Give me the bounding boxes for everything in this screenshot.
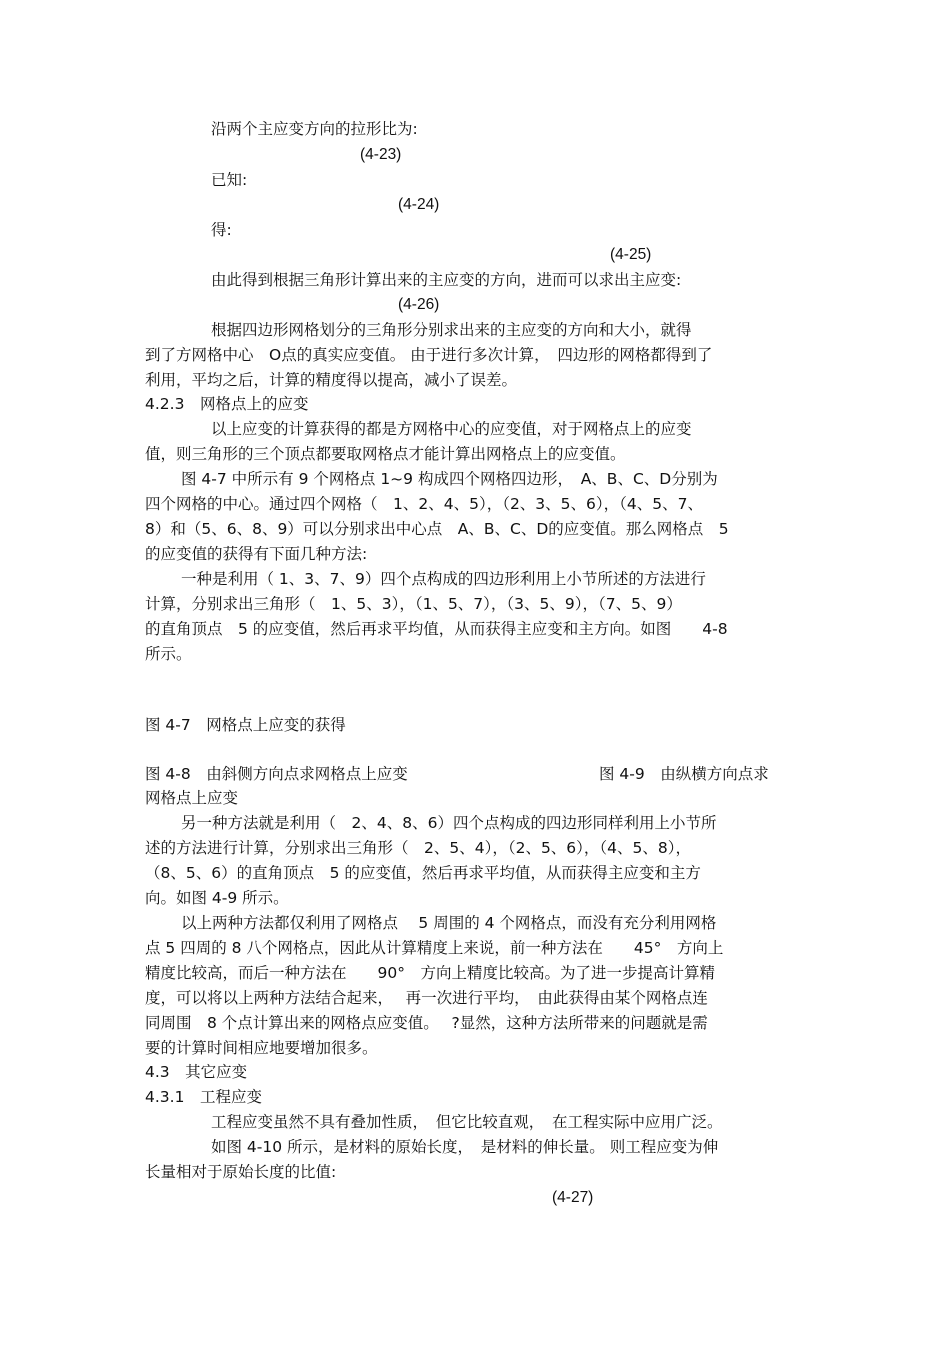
text-line: 计算，分别求出三角形（ 1、5、3），（1、5、7），（3、5、9），（7、5、9） [145, 595, 682, 613]
figure-caption: 网格点上应变 [145, 789, 239, 807]
figure-caption: 图 4-7 网格点上应变的获得 [145, 716, 346, 734]
text-line: 要的计算时间相应地要增加很多。 [145, 1039, 378, 1057]
text-line: 向。如图 4-9 所示。 [145, 889, 289, 907]
section-heading: 4.3 其它应变 [145, 1063, 248, 1081]
text-line: 由此得到根据三角形计算出来的主应变的方向，进而可以求出主应变: [211, 271, 682, 289]
equation-number: (4-23) [360, 146, 402, 163]
text-line: 根据四边形网格划分的三角形分别求出来的主应变的方向和大小，就得 [211, 321, 692, 339]
text-line: （8、5、6）的直角顶点 5 的应变值，然后再求平均值，从而获得主应变和主方 [145, 864, 701, 882]
text-line: 得: [211, 221, 232, 239]
figure-caption: 图 4-8 由斜侧方向点求网格点上应变 [145, 765, 408, 783]
equation-number: (4-27) [552, 1189, 594, 1206]
text-line: 四个网格的中心。通过四个网格（ 1、2、4、5），（2、3、5、6），（4、5、7、 [145, 495, 703, 513]
text-line: 8）和（5、6、8、9）可以分别求出中心点 A、B、C、D的应变值。那么网格点 5 [145, 520, 729, 538]
text-line: 以上两种方法都仅利用了网格点 5 周围的 4 个网格点，而没有充分利用网格 [181, 914, 717, 932]
text-line: 工程应变虽然不具有叠加性质， 但它比较直观， 在工程实际中应用广泛。 [211, 1113, 723, 1131]
text-line: 述的方法进行计算，分别求出三角形（ 2、5、4），（2、5、6），（4、5、8）， [145, 839, 692, 857]
text-line: 利用，平均之后，计算的精度得以提高，减小了误差。 [145, 371, 518, 389]
text-line: 图 4-7 中所示有 9 个网格点 1~9 构成四个网格四边形， A、B、C、D分别为 [181, 470, 718, 488]
text-line: 精度比较高，而后一种方法在 90° 方向上精度比较高。为了进一步提高计算精 [145, 964, 715, 982]
text-line: 以上应变的计算获得的都是方网格中心的应变值，对于网格点上的应变 [211, 420, 692, 438]
equation-number: (4-25) [610, 246, 652, 263]
text-line: 度，可以将以上两种方法结合起来， 再一次进行平均， 由此获得由某个网格点连 [145, 989, 708, 1007]
text-line: 长量相对于原始长度的比值: [145, 1163, 337, 1181]
text-line: 同周围 8 个点计算出来的网格点应变值。 ?显然，这种方法所带来的问题就是需 [145, 1014, 708, 1032]
text-line: 一种是利用（ 1、3、7、9）四个点构成的四边形利用上小节所述的方法进行 [181, 570, 706, 588]
text-line: 所示。 [145, 645, 192, 663]
text-line: 如图 4-10 所示，是材料的原始长度， 是材料的伸长量。 则工程应变为伸 [211, 1138, 719, 1156]
section-heading: 4.2.3 网格点上的应变 [145, 395, 309, 413]
equation-number: (4-26) [398, 296, 440, 313]
figure-caption: 图 4-9 由纵横方向点求 [599, 765, 769, 783]
text-line: 的直角顶点 5 的应变值，然后再求平均值，从而获得主应变和主方向。如图 4-8 [145, 620, 728, 638]
text-line: 点 5 四周的 8 八个网格点，因此从计算精度上来说，前一种方法在 45° 方向上 [145, 939, 724, 957]
text-line: 的应变值的获得有下面几种方法: [145, 545, 368, 563]
section-heading: 4.3.1 工程应变 [145, 1088, 262, 1106]
text-line: 已知: [211, 171, 248, 189]
text-line: 到了方网格中心 O点的真实应变值。 由于进行多次计算， 四边形的网格都得到了 [145, 346, 713, 364]
text-line: 值，则三角形的三个顶点都要取网格点才能计算出网格点上的应变值。 [145, 445, 626, 463]
text-line: 沿两个主应变方向的拉形比为: [211, 120, 418, 138]
text-line: 另一种方法就是利用（ 2、4、8、6）四个点构成的四边形同样利用上小节所 [181, 814, 717, 832]
equation-number: (4-24) [398, 196, 440, 213]
